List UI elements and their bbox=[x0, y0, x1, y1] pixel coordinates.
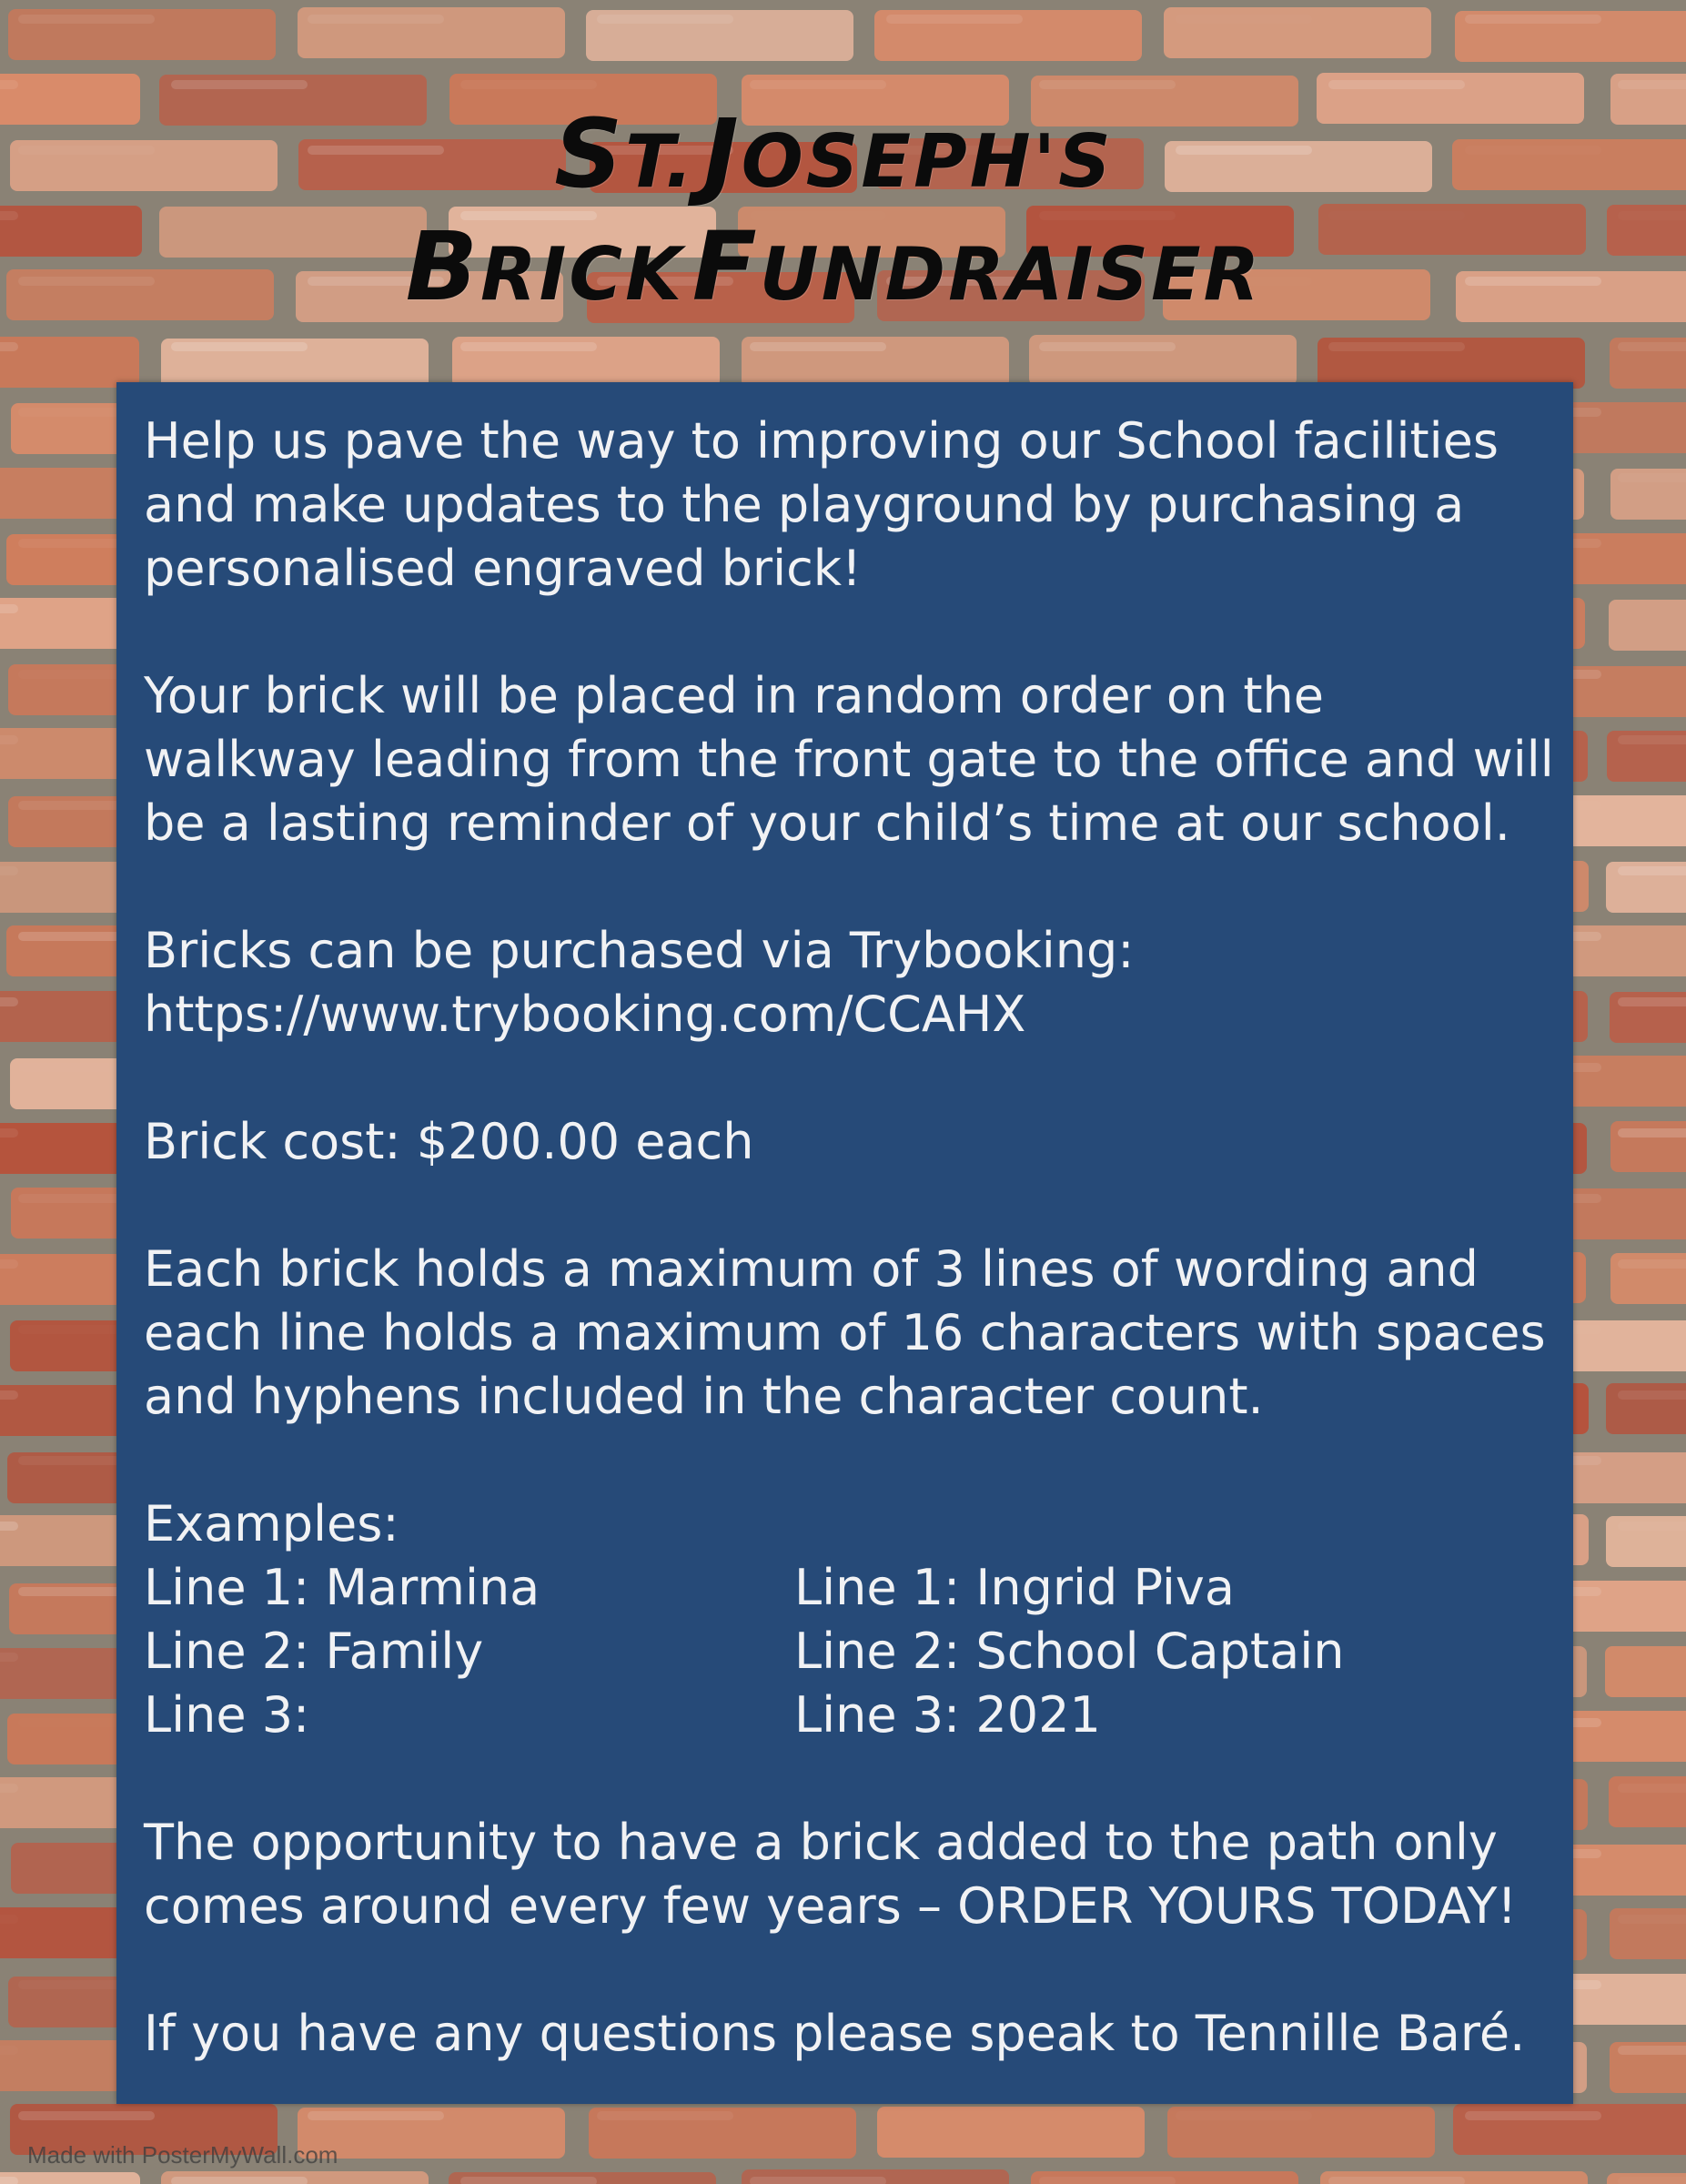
brick-highlight bbox=[0, 80, 18, 89]
examples-heading bbox=[144, 1492, 1546, 1556]
brick-highlight bbox=[0, 1128, 18, 1138]
cost-paragraph bbox=[144, 1110, 1546, 1174]
brick-highlight bbox=[597, 15, 733, 24]
brick-highlight bbox=[460, 342, 597, 351]
brick-highlight bbox=[1176, 2111, 1312, 2120]
brick-highlight bbox=[1618, 735, 1686, 744]
placement-line: be a lasting reminder of your child’s time at our school. bbox=[144, 794, 1510, 852]
brick-highlight bbox=[1618, 1128, 1686, 1138]
brick-highlight bbox=[1328, 80, 1465, 89]
brick-highlight bbox=[0, 1259, 18, 1269]
placement-paragraph bbox=[144, 664, 1554, 855]
brick-highlight bbox=[18, 15, 155, 24]
brick-highlight bbox=[18, 2111, 155, 2120]
info-panel bbox=[116, 382, 1573, 2104]
trybooking-link[interactable]: https://www.trybooking.com/CCAHX bbox=[144, 986, 1026, 1043]
brick-highlight bbox=[0, 1915, 18, 1924]
wording-line: Each brick holds a maximum of 3 lines of wording and bbox=[144, 1240, 1479, 1298]
placement-line: Your brick will be placed in random order on the bbox=[144, 667, 1324, 724]
brick-highlight bbox=[1618, 2046, 1686, 2055]
brick-highlight bbox=[1618, 473, 1686, 482]
brick-highlight bbox=[1618, 866, 1686, 875]
brick-highlight bbox=[460, 80, 597, 89]
brick-highlight bbox=[308, 15, 444, 24]
brick-cost: Brick cost: $200.00 each bbox=[144, 1113, 754, 1170]
example-right-line: Line 3: 2021 bbox=[794, 1686, 1101, 1744]
brick-highlight bbox=[1618, 80, 1686, 89]
brick-highlight bbox=[750, 2177, 886, 2184]
purchase-line: Bricks can be purchased via Trybooking: bbox=[144, 922, 1135, 979]
brick-highlight bbox=[1618, 2177, 1686, 2184]
example-right bbox=[794, 1556, 1344, 1747]
example-right-line: Line 1: Ingrid Piva bbox=[794, 1559, 1235, 1616]
brick-highlight bbox=[0, 2046, 18, 2055]
example-left bbox=[144, 1556, 540, 1747]
postermywall-watermark: Made with PosterMyWall.com bbox=[27, 2141, 338, 2169]
intro-line: personalised engraved brick! bbox=[144, 540, 862, 597]
title-line-2-text: BRICK FUNDRAISER bbox=[405, 211, 1263, 322]
brick-highlight bbox=[0, 1522, 18, 1531]
brick-highlight bbox=[750, 342, 886, 351]
brick-highlight bbox=[1618, 342, 1686, 351]
brick-highlight bbox=[1618, 1259, 1686, 1269]
brick-highlight bbox=[0, 604, 18, 613]
example-left-line: Line 2: Family bbox=[144, 1623, 484, 1680]
poster-title-line-1 bbox=[0, 98, 1677, 209]
brick-highlight bbox=[171, 2177, 308, 2184]
opportunity-line: comes around every few years – ORDER YOURS TODAY! bbox=[144, 1877, 1518, 1935]
example-left-line: Line 3: bbox=[144, 1686, 310, 1744]
brick-highlight bbox=[1465, 2111, 1601, 2120]
brick-highlight bbox=[0, 2177, 18, 2184]
brick-highlight bbox=[1618, 997, 1686, 1006]
brick-highlight bbox=[171, 80, 308, 89]
brick-highlight bbox=[0, 997, 18, 1006]
intro-paragraph bbox=[144, 410, 1546, 601]
brick-highlight bbox=[1328, 342, 1465, 351]
brick-highlight bbox=[308, 2111, 444, 2120]
brick-highlight bbox=[460, 2177, 597, 2184]
intro-line: Help us pave the way to improving our School facilities bbox=[144, 412, 1499, 470]
opportunity-line: The opportunity to have a brick added to the path only bbox=[144, 1814, 1498, 1871]
placement-line: walkway leading from the front gate to the office and will bbox=[144, 731, 1554, 788]
brick-highlight bbox=[0, 866, 18, 875]
brick-highlight bbox=[1618, 1390, 1686, 1400]
purchase-paragraph bbox=[144, 919, 1546, 1046]
brick-highlight bbox=[1618, 1784, 1686, 1793]
example-left-line: Line 1: Marmina bbox=[144, 1559, 540, 1616]
title-line-1-text: ST. JOSEPH'S bbox=[554, 98, 1114, 209]
opportunity-paragraph bbox=[144, 1811, 1546, 1938]
brick-highlight bbox=[597, 2111, 733, 2120]
brick-highlight bbox=[171, 342, 308, 351]
brick-highlight bbox=[0, 1390, 18, 1400]
poster-title-line-2 bbox=[0, 211, 1677, 322]
brick-highlight bbox=[750, 80, 886, 89]
brick-highlight bbox=[886, 15, 1023, 24]
contact-line: If you have any questions please speak to Tennille Baré. bbox=[144, 2005, 1526, 2062]
brick-highlight bbox=[0, 1653, 18, 1662]
brick-highlight bbox=[1039, 342, 1176, 351]
example-right-line: Line 2: School Captain bbox=[794, 1623, 1345, 1680]
wording-line: and hyphens included in the character count. bbox=[144, 1368, 1264, 1425]
contact-paragraph bbox=[144, 2002, 1546, 2066]
brick-highlight bbox=[1465, 15, 1601, 24]
brick bbox=[0, 337, 139, 388]
brick-highlight bbox=[0, 1784, 18, 1793]
intro-line: and make updates to the playground by purchasing a bbox=[144, 476, 1465, 533]
brick-highlight bbox=[1618, 1915, 1686, 1924]
brick-highlight bbox=[0, 735, 18, 744]
wording-line: each line holds a maximum of 16 characters with spaces bbox=[144, 1304, 1546, 1361]
brick-highlight bbox=[1618, 1522, 1686, 1531]
brick-highlight bbox=[0, 342, 18, 351]
wording-paragraph bbox=[144, 1238, 1546, 1429]
brick bbox=[0, 2172, 140, 2184]
brick-highlight bbox=[1176, 15, 1312, 24]
brick-highlight bbox=[1328, 2177, 1465, 2184]
examples-heading-text: Examples: bbox=[144, 1495, 399, 1552]
brick-highlight bbox=[1039, 80, 1176, 89]
brick-highlight bbox=[1039, 2177, 1176, 2184]
